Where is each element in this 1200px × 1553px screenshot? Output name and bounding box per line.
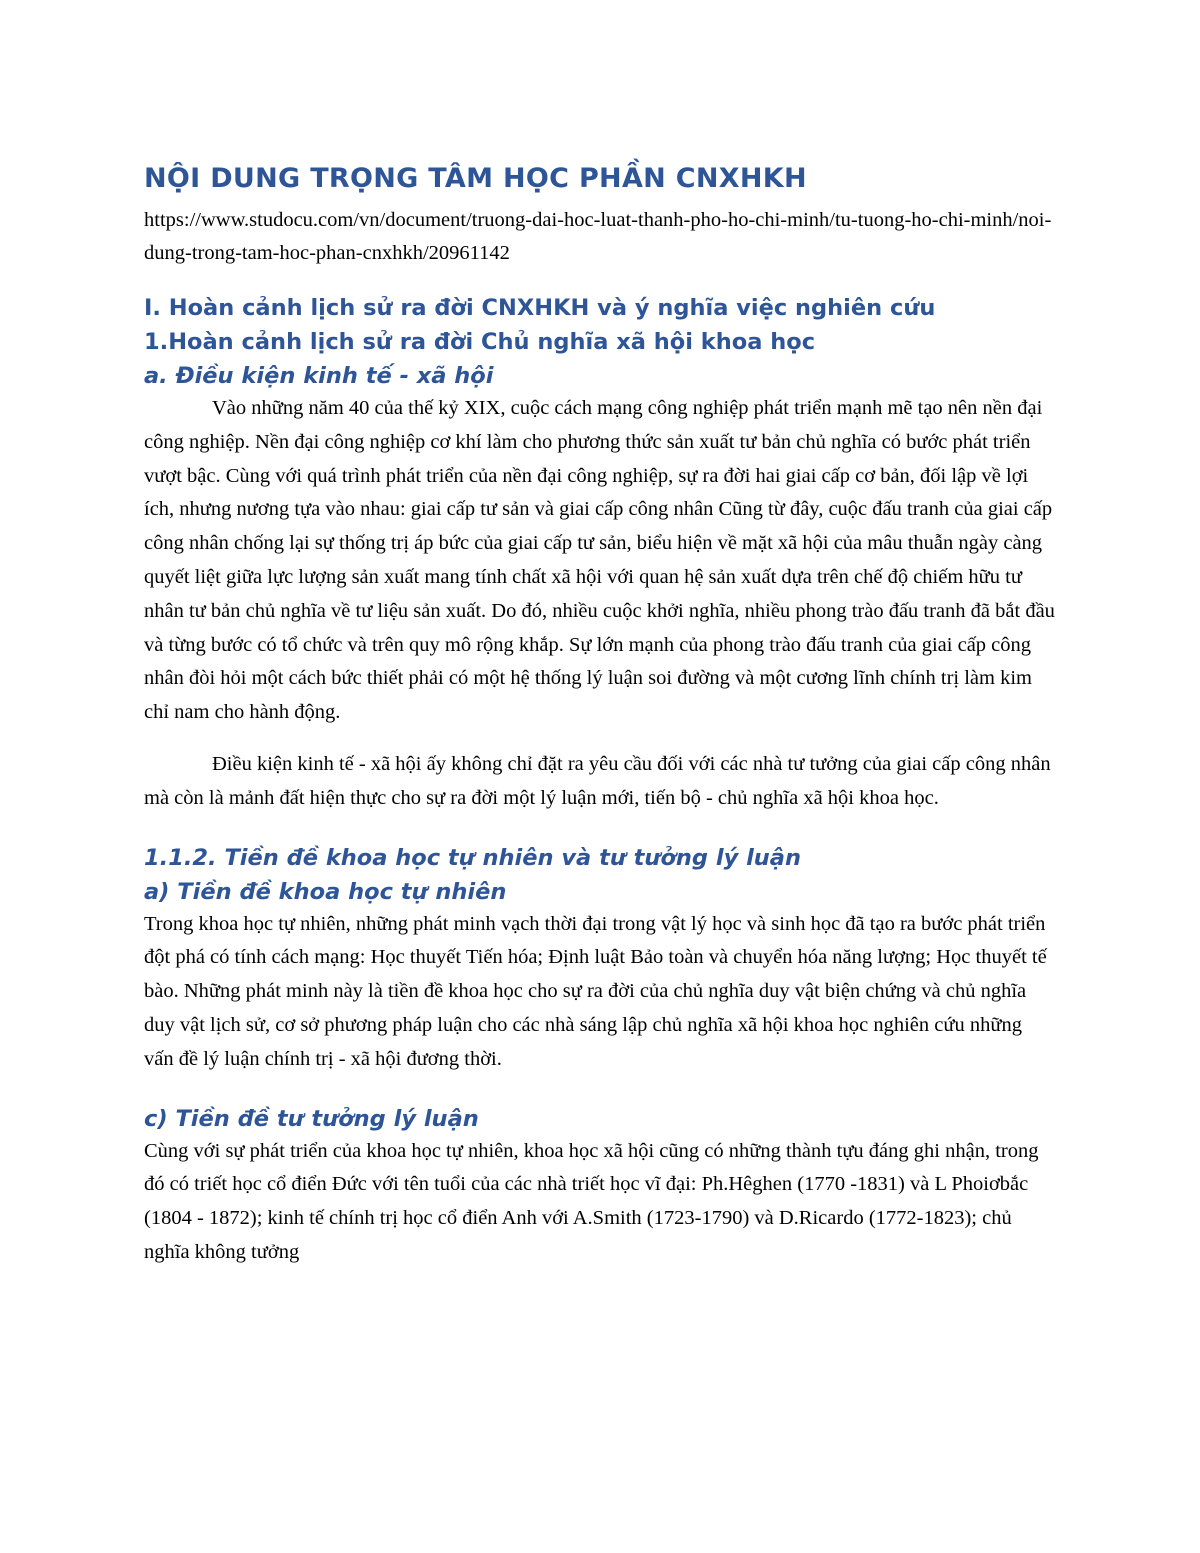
paragraph-theoretical-premises: Cùng với sự phát triển của khoa học tự nhiên, khoa học xã hội cũng có những thành tựu đáng ghi nhận, trong đó có triết học cổ điển Đức với tên tuổi của các nhà triết học vĩ đại: Ph.Hêghen (1770 -1831) và L Phoiơbắc (1804 - 1872); kinh tế chính trị học cổ điển Anh với A.Smith (1723-1790) và D.Ricardo (1772-1823); chủ nghĩa không tưởng	[144, 1139, 1039, 1263]
section-a-heading: a. Điều kiện kinh tế - xã hội	[144, 363, 494, 389]
section-1-1-2-heading: 1.1.2. Tiền đề khoa học tự nhiên và tư tưởng lý luận	[144, 844, 802, 871]
section-c-heading: c) Tiền đề tư tưởng lý luận	[144, 1105, 479, 1132]
document-page	[144, 160, 1056, 1270]
section-1-heading: I. Hoàn cảnh lịch sử ra đời CNXHKH và ý nghĩa việc nghiên cứu	[144, 295, 936, 321]
section-a-natural-science-heading: a) Tiền đề khoa học tự nhiên	[144, 878, 507, 905]
document-title: NỘI DUNG TRỌNG TÂM HỌC PHẦN CNXHKH	[144, 163, 807, 194]
source-url: https://www.studocu.com/vn/document/truong-dai-hoc-luat-thanh-pho-ho-chi-minh/tu-tuong-ho-chi-minh/noi-dung-trong-tam-hoc-phan-cnxhkh/20961142	[144, 209, 1052, 264]
section-1-1-heading: 1.Hoàn cảnh lịch sử ra đời Chủ nghĩa xã hội khoa học	[144, 329, 816, 355]
paragraph-economic-social-conditions: Vào những năm 40 của thế kỷ XIX, cuộc cách mạng công nghiệp phát triển mạnh mẽ tạo nên nền đại công nghiệp. Nền đại công nghiệp cơ khí làm cho phương thức sản xuất tư bản chủ nghĩa có bước phát triển vượt bậc. Cùng với quá trình phát triển của nền đại công nghiệp, sự ra đời hai giai cấp cơ bản, đối lập về lợi ích, nhưng nương tựa vào nhau: giai cấp tư sản và giai cấp công nhân Cũng từ đây, cuộc đấu tranh của giai cấp công nhân chống lại sự thống trị áp bức của giai cấp tư sản, biểu hiện về mặt xã hội của mâu thuẫn ngày càng quyết liệt giữa lực lượng sản xuất mang tính chất xã hội với quan hệ sản xuất dựa trên chế độ chiếm hữu tư nhân tư bản chủ nghĩa về tư liệu sản xuất. Do đó, nhiều cuộc khởi nghĩa, nhiều phong trào đấu tranh đã bắt đầu và từng bước có tổ chức và trên quy mô rộng khắp. Sự lớn mạnh của phong trào đấu tranh của giai cấp công nhân đòi hỏi một cách bức thiết phải có một hệ thống lý luận soi đường và một cương lĩnh chính trị làm kim chỉ nam cho hành động.	[144, 397, 1055, 724]
paragraph-natural-science: Trong khoa học tự nhiên, những phát minh vạch thời đại trong vật lý học và sinh học đã tạo ra bước phát triển đột phá có tính cách mạng: Học thuyết Tiến hóa; Định luật Bảo toàn và chuyển hóa năng lượng; Học thuyết tế bào. Những phát minh này là tiền đề khoa học cho sự ra đời của chủ nghĩa duy vật biện chứng và chủ nghĩa duy vật lịch sử, cơ sở phương pháp luận cho các nhà sáng lập chủ nghĩa xã hội khoa học nghiên cứu những vấn đề lý luận chính trị - xã hội đương thời.	[144, 912, 1047, 1070]
paragraph-conditions-conclusion: Điều kiện kinh tế - xã hội ấy không chỉ đặt ra yêu cầu đối với các nhà tư tưởng của giai cấp công nhân mà còn là mảnh đất hiện thực cho sự ra đời một lý luận mới, tiến bộ - chủ nghĩa xã hội khoa học.	[144, 752, 1051, 809]
